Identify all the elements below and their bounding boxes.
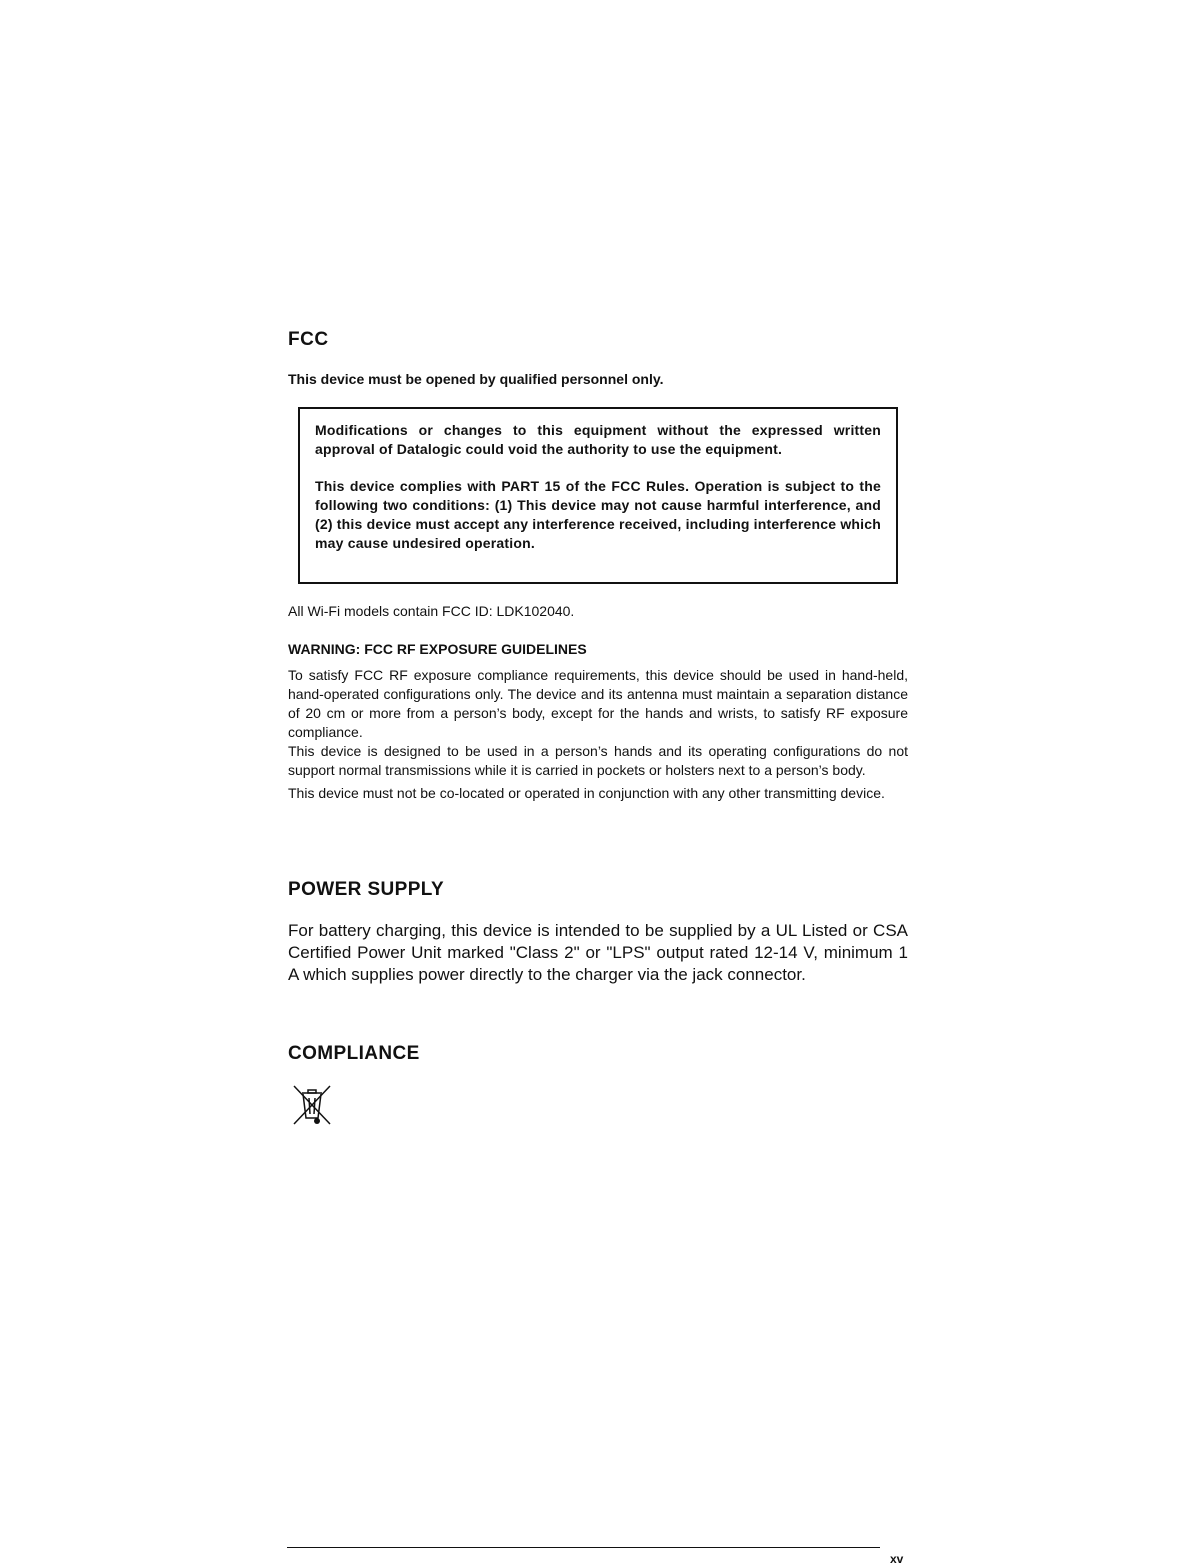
footer-rule: [287, 1547, 880, 1548]
power-supply-body: For battery charging, this device is intended to be supplied by a UL Listed or CSA Certified Power Unit marked "Class 2" or "LPS" output rated 12-14 V, minimum 1 A which supplies power directly to the charger via the jack connector.: [288, 921, 908, 984]
rf-warning-body: [288, 666, 908, 803]
rf-warning-title: WARNING: FCC RF EXPOSURE GUIDELINES: [288, 641, 587, 657]
fcc-heading: FCC: [288, 329, 329, 350]
fcc-notice-box: [298, 407, 898, 584]
notice-modifications: Modifications or changes to this equipment without the expressed written approval of Datalogic could void the authority to use the equipment.: [315, 422, 881, 457]
page-number: xv: [890, 1552, 904, 1566]
compliance-heading: COMPLIANCE: [288, 1043, 420, 1064]
wifi-fcc-id-text: All Wi-Fi models contain FCC ID: LDK102040.: [288, 603, 575, 619]
rf-warning-paragraph: This device is designed to be used in a person’s hands and its operating configurations do not support normal transmissions while it is carried in pockets or holsters next to a person’s body.: [288, 743, 908, 778]
notice-part15: This device complies with PART 15 of the FCC Rules. Operation is subject to the following two conditions: (1) This device may not cause harmful interference, and (2) this device must accept any interference received, including interference which may cause undesired operation.: [315, 478, 881, 551]
weee-crossed-bin-icon: [292, 1084, 332, 1126]
fcc-intro-text: This device must be opened by qualified personnel only.: [288, 371, 664, 387]
power-supply-heading: POWER SUPPLY: [288, 879, 445, 900]
rf-warning-paragraph: This device must not be co-located or operated in conjunction with any other transmitting device.: [288, 785, 885, 801]
rf-warning-paragraph: To satisfy FCC RF exposure compliance requirements, this device should be used in hand-held, hand-operated configurations only. The device and its antenna must maintain a separation distance of 20 cm or more from a person’s body, except for the hands and wrists, to satisfy RF exposure compliance.: [288, 667, 908, 740]
